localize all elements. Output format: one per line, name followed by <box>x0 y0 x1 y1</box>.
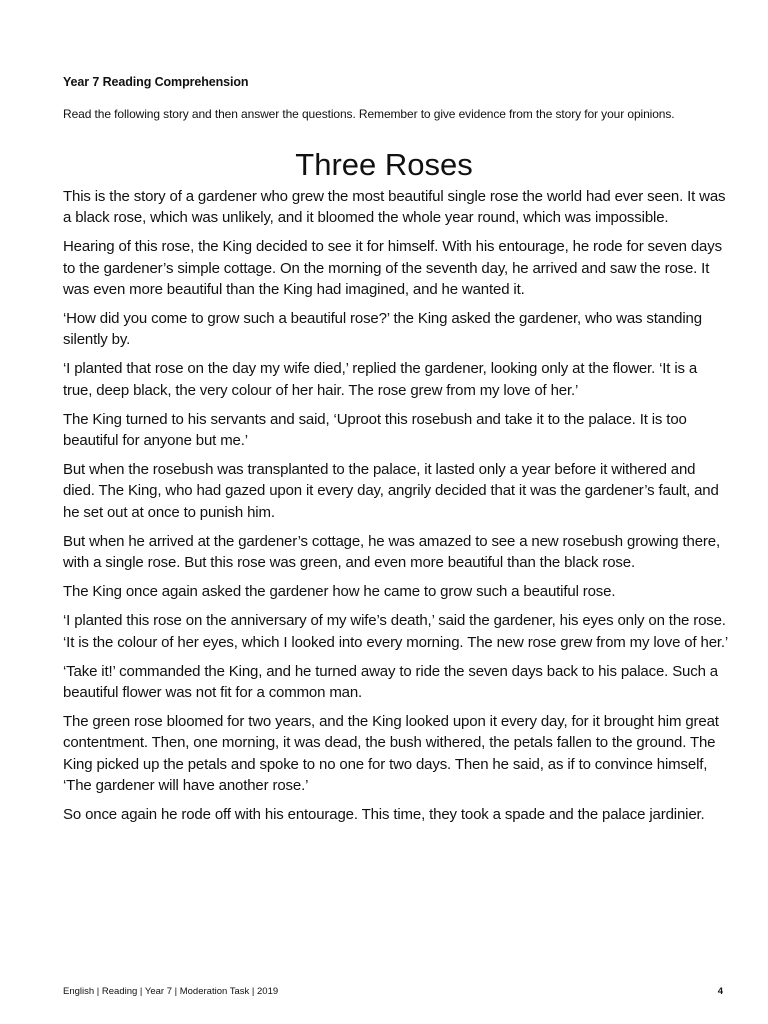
page-footer <box>63 986 723 997</box>
story-paragraph: This is the story of a gardener who grew the most beautiful single rose the world had ever seen. It was a black rose, which was unlikely, and it bloomed the whole year round, which was impossible. <box>63 188 726 227</box>
story-paragraph: The King turned to his servants and said, ‘Uproot this rosebush and take it to the palace. It is too beautiful for anyone but me.’ <box>63 410 687 450</box>
page-number: 4 <box>717 986 723 997</box>
story-paragraph: ‘Take it!’ commanded the King, and he turned away to ride the seven days back to his palace. Such a beautiful flower was not fit for a common man. <box>63 662 718 702</box>
story-paragraph: ‘I planted this rose on the anniversary of my wife’s death,’ said the gardener, his eyes only on the rose. ‘It is the colour of her eyes, which I looked into every morning. The new rose grew from my love of her.’ <box>63 612 729 651</box>
story-paragraph: But when he arrived at the gardener’s cottage, he was amazed to see a new rosebush growing there, with a single rose. But this rose was green, and even more beautiful than the black rose. <box>63 532 720 572</box>
story-title: Three Roses <box>295 147 473 182</box>
story-paragraph: So once again he rode off with his entourage. This time, they took a spade and the palace jardinier. <box>63 806 705 824</box>
story-paragraph: ‘I planted that rose on the day my wife died,’ replied the gardener, looking only at the flower. ‘It is a true, deep black, the very colour of her hair. The rose grew from my love of her.’ <box>63 360 698 399</box>
story-paragraph: The King once again asked the gardener how he came to grow such a beautiful rose. <box>63 583 616 601</box>
instructions-text: Read the following story and then answer the questions. Remember to give evidence from the story for your opinions. <box>63 107 675 121</box>
story-body <box>63 186 729 833</box>
story-paragraph: ‘How did you come to grow such a beautiful rose?’ the King asked the gardener, who was standing silently by. <box>63 310 702 349</box>
footer-text: English | Reading | Year 7 | Moderation Task | 2019 <box>63 986 279 997</box>
story-paragraph: The green rose bloomed for two years, and the King looked upon it every day, for it brought him great contentment. Then, one morning, it was dead, the bush withered, the petals fallen to the ground. The King picked up the petals and spoke to no one for two days. Then he said, as if to convince himself, ‘The gardener will have another rose.’ <box>63 713 719 794</box>
story-paragraph: But when the rosebush was transplanted to the palace, it lasted only a year before it withered and died. The King, who had gazed upon it every day, angrily decided that it was the gardener’s fault, and he set out at once to punish him. <box>63 461 719 521</box>
worksheet-heading: Year 7 Reading Comprehension <box>63 75 249 89</box>
story-paragraph: Hearing of this rose, the King decided to see it for himself. With his entourage, he rode for seven days to the gardener’s simple cottage. On the morning of the seventh day, he arrived and saw the rose. It was even more beautiful than the King had imagined, and he wanted it. <box>63 238 722 298</box>
